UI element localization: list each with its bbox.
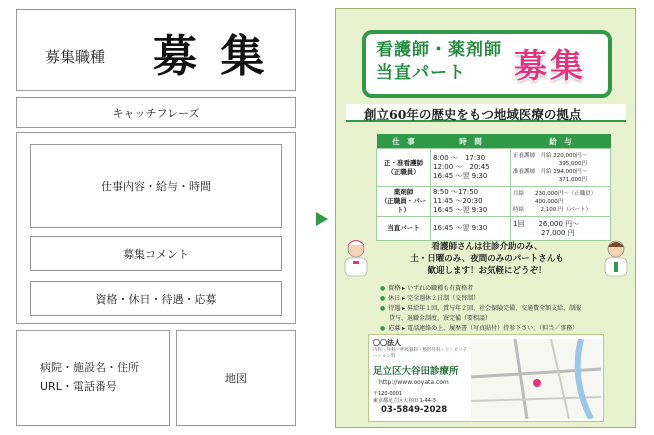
arrow-right-icon: [316, 212, 328, 226]
doctor-illustration-icon: [598, 237, 634, 279]
condition-item: 貸与、退職金制度、寮完備（要相談）: [389, 315, 492, 322]
table-row: [377, 217, 611, 241]
condition-item: ● 休日 ▸ 完全週休２日制（交替制）: [380, 295, 480, 302]
table-cell-pay: 月給 230,000円〜（正職員） 400,000円 時給 2,100 円（パート）: [511, 187, 611, 217]
table-cell-time: 8:00 〜 17:30 12:00 〜 20:45 16:45 〜翌 9:30: [431, 149, 511, 187]
recruit-big-title: 募 集: [153, 31, 269, 82]
table-header-job: 仕 事: [377, 134, 431, 149]
hospital-depts: 内科・外科・呼吸器科・整形外科・リハビリテーション科: [373, 348, 468, 359]
table-header-pay: 給 与: [511, 134, 611, 149]
table-row: [377, 187, 611, 217]
hospital-info-line1: 病院・施設名・住所: [40, 361, 139, 374]
catchphrase-box: キャッチフレーズ: [16, 97, 296, 128]
table-cell-job: 正・准看護師 （正職員）: [377, 149, 431, 187]
table-cell-job: 薬剤師 （正職員・パート）: [377, 187, 431, 217]
table-cell-pay: 1回 26,000 円〜 27,000 円: [511, 217, 611, 241]
condition-item: ● 応募 ▸ 電話連絡の上、履歴書（写真貼付）持参下さい。（担当／事務）: [380, 325, 579, 332]
job-details-box: 仕事内容・給与・時間: [30, 144, 282, 228]
map-box: 地図: [176, 330, 296, 426]
poster-title-big: 募集: [514, 46, 586, 85]
hospital-info-line2: URL・電話番号: [40, 380, 117, 393]
table-cell-time: 8:50 〜17:50 11:45 〜20:30 16:45 〜翌 9:30: [431, 187, 511, 217]
poster-title-line2: 当直パート: [376, 63, 466, 83]
table-cell-pay: 正看護師 月給 220,000円〜 395,000円 准看護師 月給 194,000円〜 371,000円: [511, 149, 611, 187]
job-table: [376, 134, 611, 241]
conditions-list: [380, 284, 630, 334]
hospital-map-image: [471, 339, 601, 419]
table-cell-time: 16:45 〜翌 9:30: [431, 217, 511, 241]
nurse-illustration-icon: [338, 237, 374, 279]
poster-headline-bar: [346, 104, 626, 122]
recruit-comment-box: 募集コメント: [30, 236, 282, 271]
hospital-url[interactable]: http://www.ooyata.com: [379, 379, 449, 386]
hospital-postal: 〒120-0001: [373, 391, 403, 397]
hospital-block: [368, 334, 604, 422]
hospital-address: 東京都足立区大谷田 1-44-3: [373, 398, 436, 404]
hospital-corp: 〇〇法人: [373, 339, 401, 347]
table-cell-job: 当直パート: [377, 217, 431, 241]
poster-headline: 創立60年の歴史をもつ地域医療の拠点: [364, 107, 582, 122]
table-header-time: 時 間: [431, 134, 511, 149]
condition-item: ● 資格 ▸ いずれの職種も有資格者: [380, 285, 474, 292]
job-type-label: 募集職種: [45, 48, 106, 66]
hospital-tel[interactable]: 03-5849-2028: [381, 405, 448, 415]
poster-title-line1: 看護師・薬剤師: [376, 40, 502, 60]
job-table-wrap: [376, 134, 611, 241]
poster-title-banner: [362, 30, 612, 98]
poster-comment: 看護師さんは往診介助のみ、 土・日曜のみ、夜間のみのパートさんも 歓迎します！お気軽にどうぞ！: [410, 242, 564, 276]
poster: [335, 8, 636, 428]
hospital-name: 足立区大谷田診療所: [373, 366, 459, 377]
qualifications-box: 資格・休日・待遇・応募: [30, 281, 282, 316]
condition-item: ● 待遇 ▸ 昇給年１回、賞与年２回、社会保険完備、交通費全額支給、制服: [380, 305, 582, 312]
layout-header-box: [16, 9, 296, 91]
table-row: [377, 149, 611, 187]
hospital-info-box: [16, 330, 170, 426]
